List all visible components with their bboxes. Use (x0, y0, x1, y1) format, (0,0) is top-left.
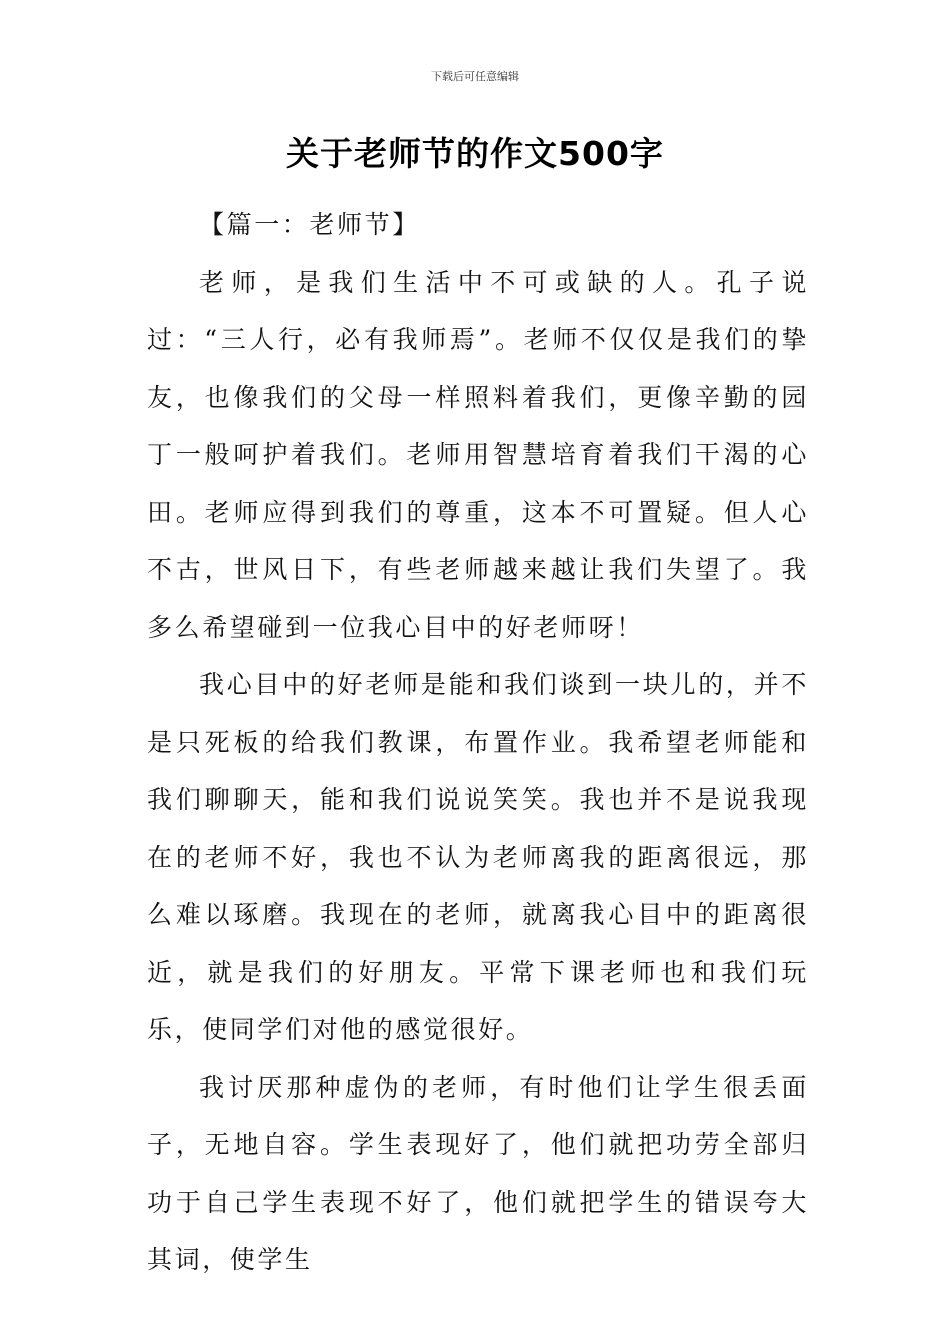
header-note: 下载后可任意编辑 (431, 70, 519, 83)
paragraph-2: 我心目中的好老师是能和我们谈到一块儿的，并不是只死板的给我们教课，布置作业。我希望老师能和我们聊聊天，能和我们说说笑笑。我也并不是说我现在的老师不好，我也不认为老师离我的距离很远，那么难以琢磨。我现在的老师，就离我心目中的距离很近，就是我们的好朋友。平常下课老师也和我们玩乐，使同学们对他的感觉很好。 (147, 670, 809, 1044)
document-body (147, 196, 809, 1289)
paragraph-1: 老师，是我们生活中不可或缺的人。孔子说过：“三人行，必有我师焉”。老师不仅仅是我们的挚友，也像我们的父母一样照料着我们，更像辛勤的园丁一般呵护着我们。老师用智慧培育着我们干渴的心田。老师应得到我们的尊重，这本不可置疑。但人心不古，世风日下，有些老师越来越让我们失望了。我多么希望碰到一位我心目中的好老师呀！ (147, 267, 809, 642)
document-title: 关于老师节的作文500字 (286, 134, 664, 173)
section-heading: 【篇一：老师节】 (199, 210, 420, 239)
paragraph-3: 我讨厌那种虚伪的老师，有时他们让学生很丢面子，无地自容。学生表现好了，他们就把功劳全部归功于自己学生表现不好了，他们就把学生的错误夸大其词，使学生 (147, 1072, 809, 1274)
